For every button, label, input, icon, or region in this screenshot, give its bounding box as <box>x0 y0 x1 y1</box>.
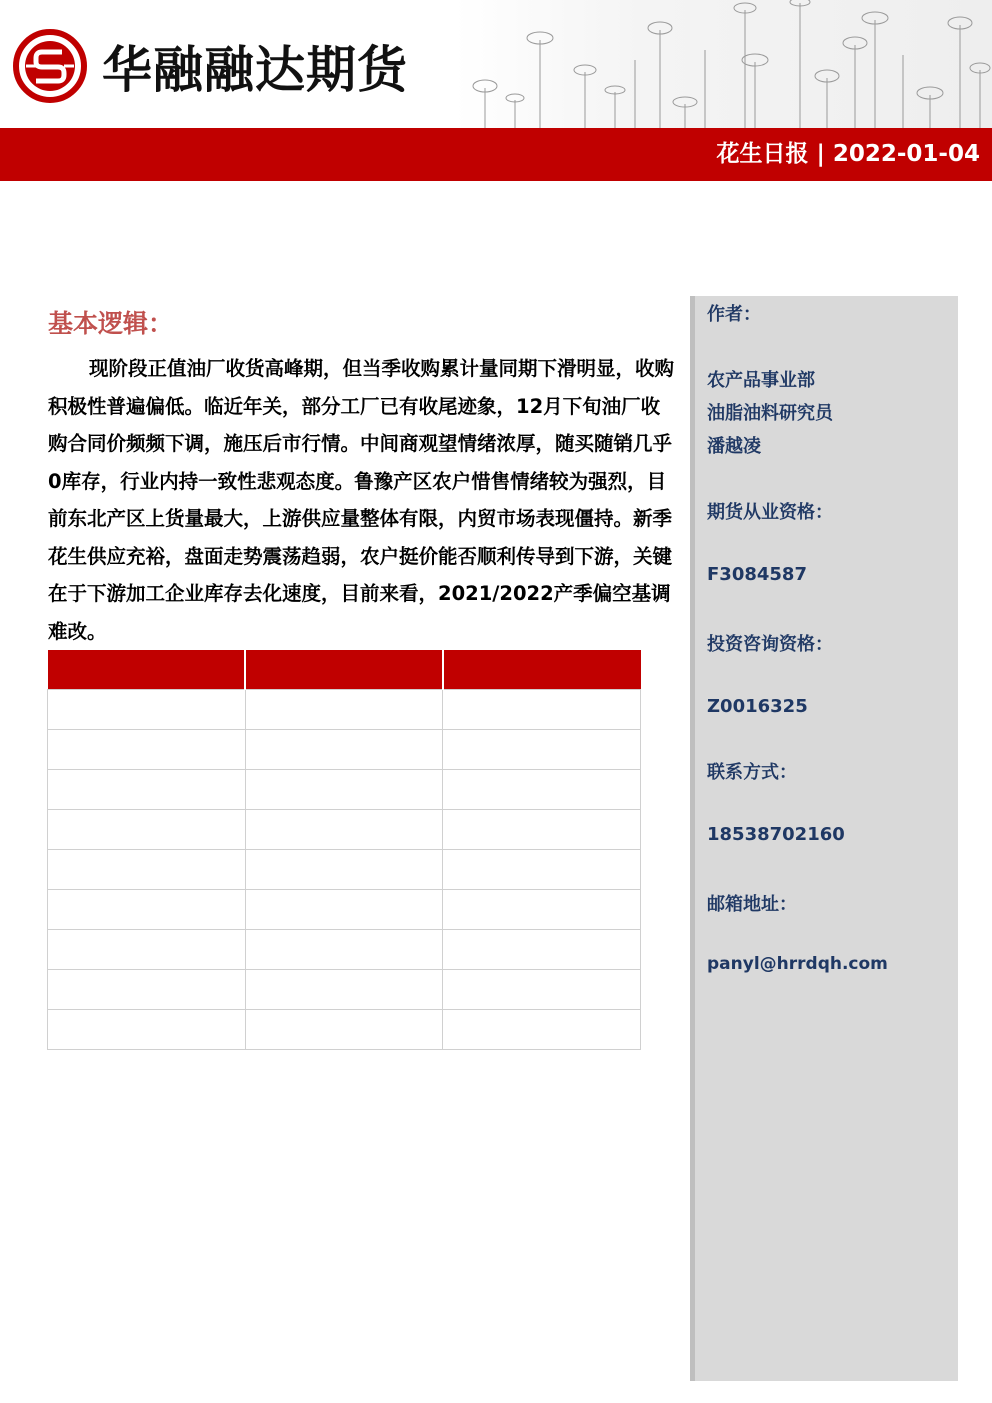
table-cell <box>443 1010 641 1050</box>
email-label: 邮箱地址： <box>707 894 797 915</box>
table-row <box>48 690 641 730</box>
author-name: 潘越凌 <box>707 436 761 457</box>
table-row <box>48 970 641 1010</box>
table-row <box>48 890 641 930</box>
table-cell <box>245 770 443 810</box>
department: 农产品事业部 <box>707 370 815 391</box>
futures-qualification-label: 期货从业资格： <box>707 502 833 523</box>
table-cell <box>443 930 641 970</box>
table-cell <box>245 850 443 890</box>
author-label: 作者： <box>707 304 761 325</box>
table-cell <box>48 890 246 930</box>
table-cell <box>48 930 246 970</box>
table-row <box>48 770 641 810</box>
table-cell <box>245 1010 443 1050</box>
table-cell <box>443 850 641 890</box>
table-cell <box>48 730 246 770</box>
table-cell <box>443 890 641 930</box>
table-row <box>48 930 641 970</box>
table-cell <box>443 970 641 1010</box>
section-title: 基本逻辑： <box>48 309 174 338</box>
investment-qualification-value: Z0016325 <box>707 696 808 717</box>
futures-qualification-value: F3084587 <box>707 564 807 585</box>
email-link[interactable]: panyl@hrrdqh.com <box>707 954 888 974</box>
author-position: 油脂油料研究员 <box>707 403 833 424</box>
company-logo-icon <box>12 28 88 104</box>
table-cell <box>443 770 641 810</box>
company-logo <box>12 26 408 106</box>
summary-paragraph: 现阶段正值油厂收货高峰期，但当季收购累计量同期下滑明显，收购积极性普遍偏低。临近年关，部分工厂已有收尾迹象，12月下旬油厂收购合同价频频下调，施压后市行情。中间商观望情绪浓厚，随买随销几乎0库存，行业内持一致性悲观态度。鲁豫产区农户惜售情绪较为强烈，目前东北产区上货量最大，上游供应量整体有限，内贸市场表现僵持。新季花生供应充裕，盘面走势震荡趋弱，农户挺价能否顺利传导到下游，关键在于下游加工企业库存去化速度，目前来看，2021/2022产季偏空基调难改。 <box>48 357 675 643</box>
table-header-row <box>48 650 641 690</box>
table-cell <box>48 970 246 1010</box>
table-row <box>48 850 641 890</box>
data-table <box>47 650 641 1050</box>
table-cell <box>443 690 641 730</box>
table-cell <box>443 810 641 850</box>
table-cell <box>245 890 443 930</box>
table-cell <box>245 810 443 850</box>
table-cell <box>245 690 443 730</box>
table-cell <box>48 850 246 890</box>
report-title: 花生日报 | 2022-01-04 <box>716 141 980 167</box>
company-name: 华融融达期货 <box>102 40 408 99</box>
table-row <box>48 730 641 770</box>
table-cell <box>245 930 443 970</box>
table-cell <box>245 970 443 1010</box>
contact-label: 联系方式： <box>707 762 797 783</box>
table-header-cell <box>443 650 641 690</box>
table-row <box>48 1010 641 1050</box>
contact-phone: 18538702160 <box>707 824 845 845</box>
header-decoration <box>455 0 992 128</box>
table-cell <box>48 690 246 730</box>
table-cell <box>245 730 443 770</box>
table-header-cell <box>245 650 443 690</box>
table-cell <box>48 1010 246 1050</box>
table-cell <box>48 810 246 850</box>
table-cell <box>48 770 246 810</box>
table-cell <box>443 730 641 770</box>
table-row <box>48 810 641 850</box>
investment-qualification-label: 投资咨询资格： <box>707 634 833 655</box>
table-header-cell <box>48 650 246 690</box>
